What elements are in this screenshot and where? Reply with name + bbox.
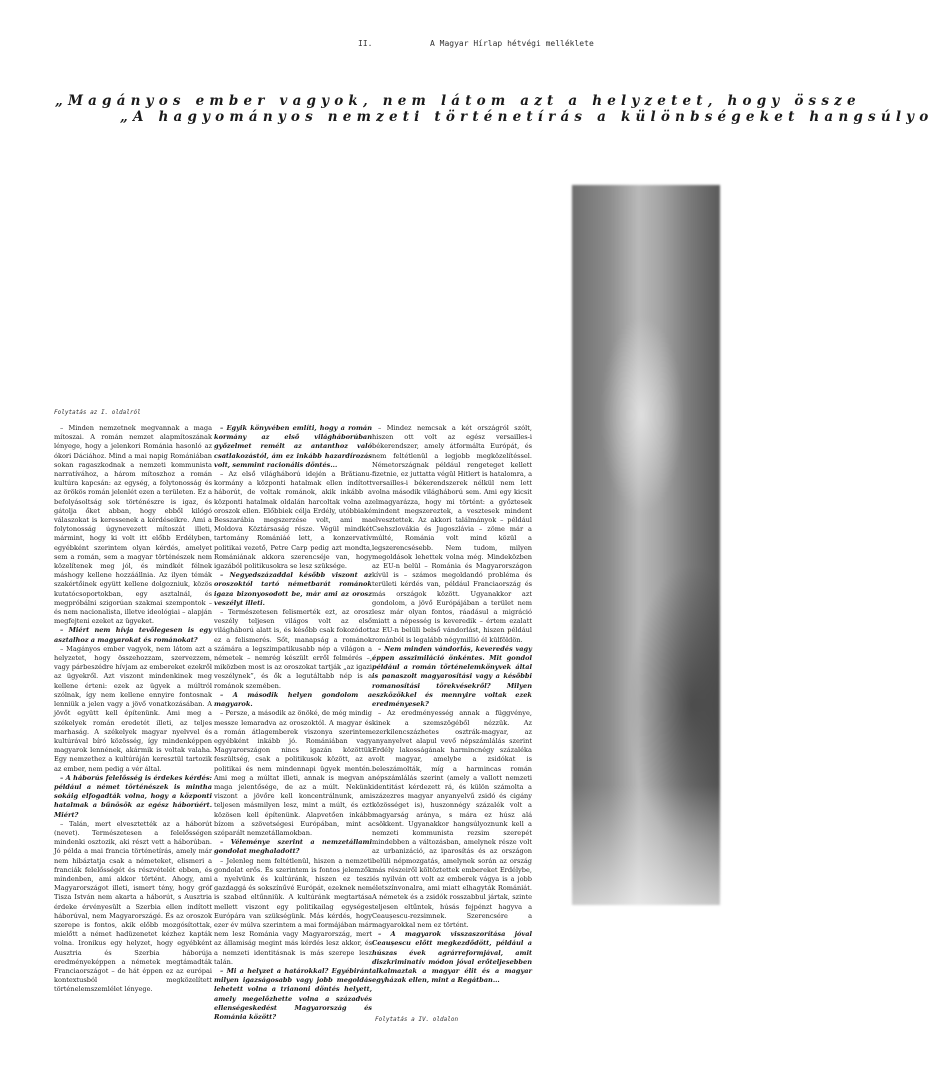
interview-answer: – Minden nemzetnek megvannak a maga mítoszai. A román nemzet alapmítoszának lényege, hogy a jelenkori Románia hasonló az ókori Dáciához. Mind a mai napig Romániában sokan ragaszkodnak a nemzeti kommunista narratívához, a három mítoszhoz a román kultúra kapcsán: az egység, a folytonosság és az örökös román jelenlét ezen a területen. Ez a befolyásoltság sok történészre is igaz, és gátolja őket abban, hogy ebből kilógó válaszokat is keressenek a kérdéseikre. Ami a folytonosság úgynevezett mítoszát illeti, mármint, hogy ki volt itt előbb Erdélyben, egyébként szerintem olyan kérdés, amelyet sem a román, sem a magyar történészek nem közelítenek meg jól, és mindkét félnek máshogy kellene hozzáállnia. Az ilyen témák szakértőinek együtt kellene dolgozniuk, közös kutatócsoportokban, egy asztalnál, és megpróbálni szigorúan szakmai szempontok – és nem nacionalista, illetve ideológiai – alapján megfejteni ezeket az ügyeket. [54,424,212,626]
pull-quote-2: „A hagyományos nemzeti történetírás a különbségeket hangsúlyo [120,109,933,125]
interview-question: – Nem minden vándorlás, keveredés vagy éppen asszimiláció önkéntes. Mit gondol például a román történelemkönyvek által is panaszolt magyarosítási vagy a későbbi romanosítási törekvésekről? Milyen eszközökkel és mennyire voltak ezek eredményesek? [372,644,532,709]
interview-answer: – Talán, mert elvesztették az a háborút (nevet). Természetesen a felelősségen mindenki osztozik, aki részt vett a háborúban. Jó példa a mai francia történetírás, amely már nem hibáztatja csak a németeket, elismeri a franciák felelősségét és részvételét ebben, és mindenben, ami akkor történt. Ahogy, ami Magyarországot illeti, ismert tény, hogy gróf Tisza István nem akarta a háborút, s Ausztria érdeke érvényesült a Szerbia ellen indított háborúval, nem Magyarországé. És az oroszok szerepe is fontos, akik előbb mozgósítottak, mielőtt a német hadüzenetet kézhez kapták volna. Ironikus egy helyzet, hogy egyébként Ausztria és Szerbia háborúja eredményeképpen a németek megtámadták Franciaországot – de hát éppen ez az európai kontextusból megközelített történelemszemlélet lényege. [54,819,212,994]
text-column-1 [54,424,212,995]
interview-answer: – Mindez nemcsak a két országról szólt, hiszen ott volt az egész versailles-i békerendszer, amely átformálta Európát, és nem feltétlenül a legjobb megközelítéssel. Németországnak például rengeteget kellett fizetnie, ez juttatta végül Hitlert is hatalomra, a versailles-i békerendszerek nélkül nem lett volna második világháború sem. Ami egy kicsit elmagyarázza, hogy mi történt: a győztesek mindent megszereztek, a vesztesek mindent elvesztettek. Az akkori találmányok – például Csehszlovákia és Jugoszlávia – zöme már a múlté, Románia volt mind közül a legszerencsésebb. Nem tudom, milyen megoldások lehettek volna még. Mindeközben az EU-n belül – Románia és Magyarországon kívül is – számos megoldandó probléma és területi kérdés van, például Franciaország és más országok között. Ugyanakkor azt gondolom, a jövő Európájában a terület nem lesz már olyan fontos, ráadásul a migráció miatt a népesség is keveredik – értem ezalatt az EU-n belüli belső vándorlást, hiszen például románból is legalább négymillió él külföldön. [372,424,532,644]
interview-answer: – Az első világháború idején a Brătianu-kormány a központi hatalmak ellen indított háborút, de voltak románok, akik inkább a központi hatalmak oldalán harcoltak volna az oroszok ellen. Előbbiek célja Erdély, utóbbiaké Besszarábia megszerzése volt, ami ma Moldova Köztársaság része. Végül mindkét tartomány Romániáé lett, a konzervatív politikai vezető, Petre Carp pedig azt mondta, Romániának akkora szerencséje van, hogy igazából politikusokra se lesz szüksége. [214,470,372,571]
continued-from-note: Folytatás az I. oldalról [54,409,141,416]
page-number: II. [358,39,373,48]
text-column-3 [372,424,532,985]
interview-answer: – Az eredményesség annak a függvénye, kinek a szemszögéből nézzük. Az ezerkilencszázhetes osztrák-magyar, az anyanyelvet alapul vevő népszámlálás szerint Erdély lakosságának harmincnégy százaléka volt magyar, amelybe a zsidókat is beleszámolták, míg a harmincas román népszámlálás szerint (amely a vallott nemzeti identitást kérdezett rá, és külön számolta a százezres magyar anyanyelvű zsidó és cigány közösséget is), huszonnégy százalék volt a magyarság aránya, s mára ez húsz alá csökkent. Ugyanakkor hangsúlyoznunk kell a nemzeti kommunista rezsim szerepét mindebben a változásban, amelynek része volt az urbanizáció, az iparosítás és az országon belüli népmozgatás, amelynek során az ország más részeiről költöztettek embereket Erdélybe, és nyilván ott volt az emberek vágya is a jobb életszínvonalra, ami miatt elhagyták Romániát. A németek és a zsidók rosszabbul jártak, szinte teljesen eltűntek, húsás fejpénzt hagyva a Ceaușescu-rezsimnek. Szerencsére a magyarokkal nem ez történt. [372,709,532,929]
interview-question: – A második helyen gondolom a magyarok. [214,690,372,709]
text-column-2 [214,424,372,1022]
interview-question: – Negyedszázaddal később viszont az oroszoktól tartó németbarát románok igaza bizonyosodott be, már ami az orosz veszélyt illeti. [214,571,372,607]
interview-question: – Véleménye szerint a nemzetállami gondolat meghaladott? [214,838,372,856]
interview-answer: – Természetesen felismerték ezt, az orosz veszély teljesen világos volt az első világháború alatt is, és később csak fokozódott ez a felismerés. Sőt, manapság a románok számára a legszimpatikusabb nép a világon a németek – nemrég készült erről felmérés –, miközben most is az oroszokat tartják „az igazi veszélynek”, és ők a legutáltabb nép is a románok szemében. [214,608,372,690]
interview-question: – Mi a helyzet a határokkal? Egyébiránt milyen igazságosabb vagy jobb megoldás lehetett volna a trianoni döntés helyett, amely megelőzhette volna a századvés ellenségeskedést Magyarország és Románia között? [214,966,372,1021]
interview-question: – A háborús felelősség is érdekes kérdés: például a német történészek is mintha sokáig elfogadták volna, hogy a központi hatalmak a bűnösök az egész háborúért. Miért? [54,773,212,819]
interview-question: – Egyik könyvében említi, hogy a román kormány az első világháborúban győzelmet remélt az antanthoz való csatlakozástól, ám ez inkább hazardírozás volt, semmint racionális döntés... [214,424,372,469]
continued-to-note: Folytatás a IV. oldalon [375,1016,459,1023]
publication-title: A Magyar Hírlap hétvégi melléklete [430,39,594,48]
pull-quote-1: „Magányos ember vagyok, nem látom azt a helyzetet, hogy össze [55,93,861,109]
interview-question: – A magyarok visszaszorítása jóval Ceaușescu előtt megkezdődött, például a húszas évek agrárreformjával, amit diszkriminatív módon jóval erőteljesebben alkalmaztak a magyar élit és a magyar egyházak ellen, mint a Regátban... [372,930,532,985]
interview-answer: – Magányos ember vagyok, nem látom azt a helyzetet, hogy összehozzam, szervezzem, vagy párbeszédre hívjam az embereket ezekről az ügyekről. Azt viszont mindenkinek meg kellene érteni: ezek az ügyek a múltról szólnak, így nem kellene ennyire fontosnak lenniük a jelen vagy a jövő vonatkozásában. A jövőt együtt kell építenünk. Ami meg a székelyek román eredetét illeti, az teljes marhaság. A székelyek magyar nyelvvel és kultúrával bíró közösség, így mindenképpen magyarok lennének, akármik is voltak valaha. Egy nemzethez a kultúráján keresztül tartozik az ember, nem pedig a vér által. [54,644,212,773]
interview-question: – Miért nem hívja tevőlegesen is egy asztalhoz a magyarokat és románokat? [54,626,212,644]
portrait-photo [572,185,720,905]
interview-answer: – Persze, a második az önöké, de még mindig messze lemaradva az oroszoktól. A magyar és a román átlagemberek viszonya szerintem egyébként inkább jó. Romániában vagy Magyarországon nincs igazán közöttük feszültség, csak a politikusok között, az a politikai és nem mindennapi ügyek mentén. Ami meg a múltat illeti, annak is megvan a maga jelentősége, de az a múlt. Nekünk viszont a jövőre kell koncentrálnunk, ami teljesen másmilyen lesz, mint a múlt, és ezt közösen kell építenünk. Alapvetően inkább bízom a szövetségesi Európában, mint a széparált nemzetállamokban. [214,709,372,837]
interview-answer: – Jelenleg nem feltétlenül, hiszen a nemzeti gondolat erős. És szerintem is fontos jelemzők a nyelvünk és kultúránk, hiszen ez teszi gazdaggá és sokszínűvé Európát, ezeknek nem is szabad eltűnniük. A kultúránk megtartása mellett viszont egy politikailag egységes Európára van szükségünk. Más kérdés, hogy ezer év múlva szerintem a mai formájában már nem lesz Románia vagy Magyarország, mert az államiság megint más kérdés lesz akkor, és a nemzeti identitásnak is más szerepe lesz talán. [214,856,372,966]
